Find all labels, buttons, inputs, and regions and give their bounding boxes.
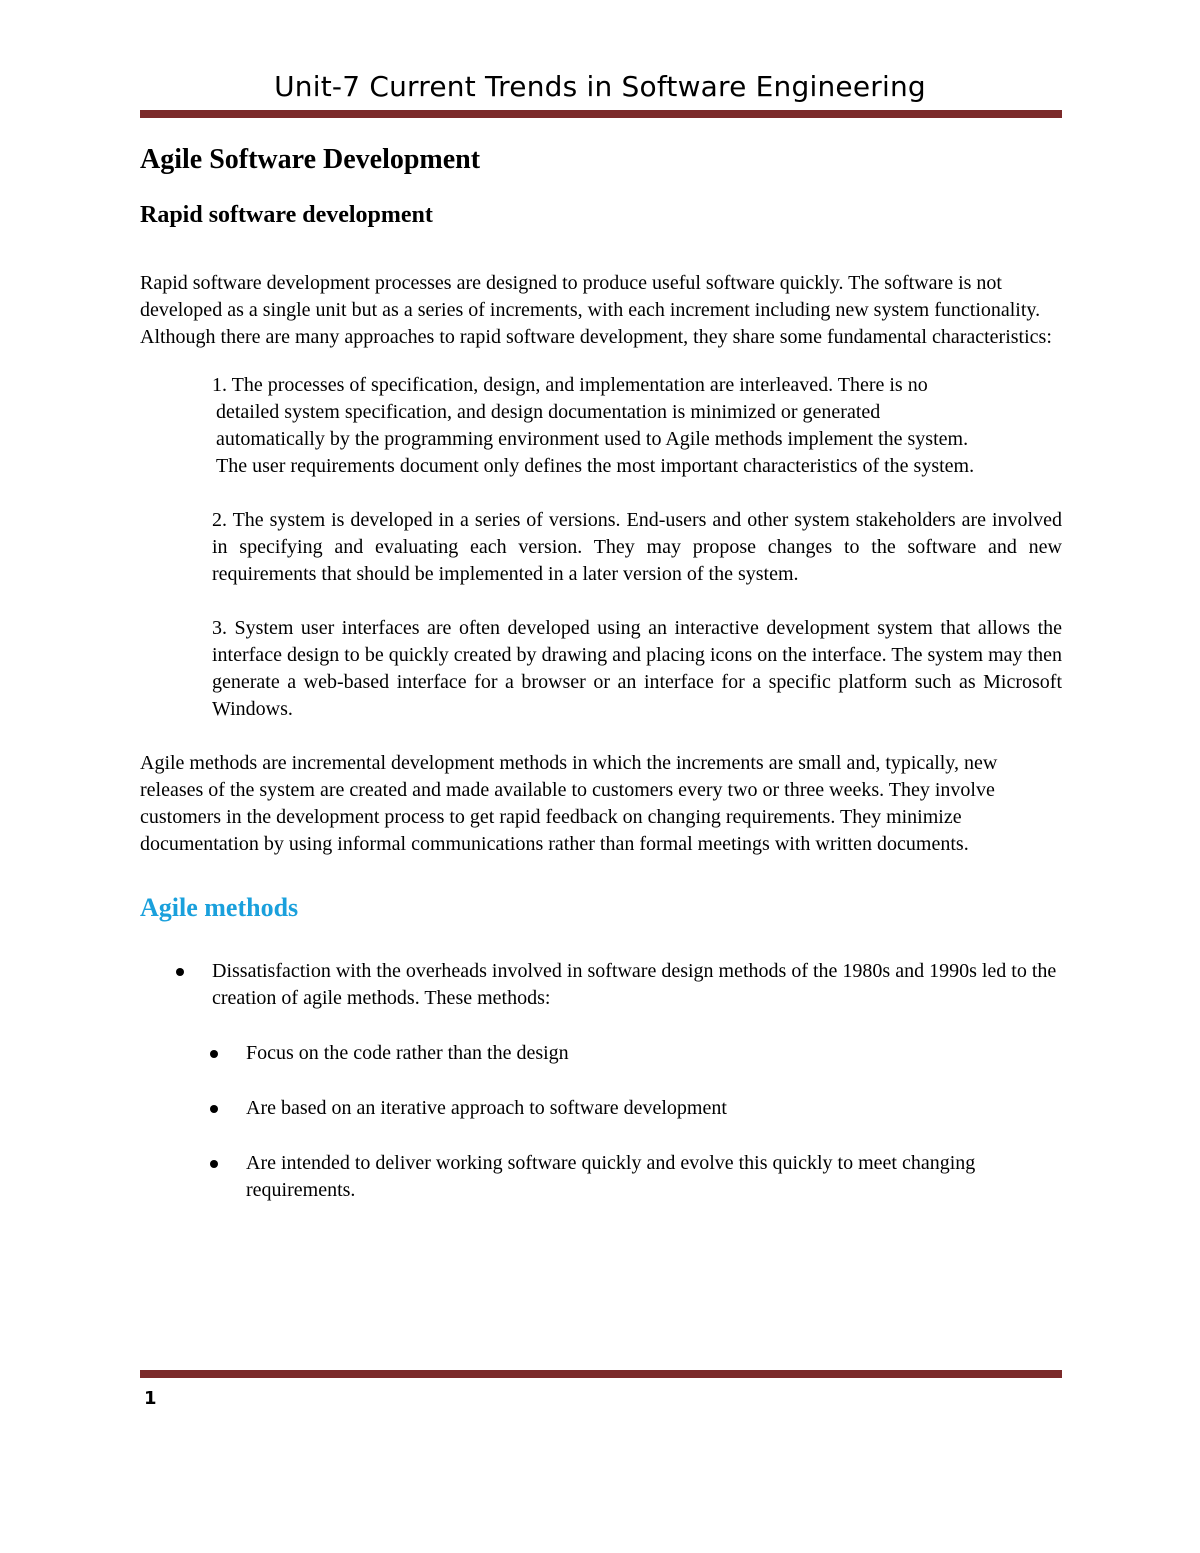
list-item bbox=[140, 1150, 1062, 1204]
header-rule bbox=[140, 110, 1062, 118]
item-1-line-d: The user requirements document only defines the most important characteristics of the system. bbox=[216, 455, 975, 477]
bullet-list bbox=[140, 958, 1062, 1204]
document-body bbox=[140, 140, 1062, 1204]
section-heading-agile-methods: Agile methods bbox=[140, 893, 299, 922]
item-1-line-a: 1. The processes of specification, design, and implementation are interleaved. There is no bbox=[212, 374, 928, 396]
bullet-icon bbox=[210, 1105, 218, 1113]
document-subtitle: Rapid software development bbox=[140, 202, 433, 228]
list-item bbox=[140, 1095, 1062, 1122]
characteristic-item-2: 2. The system is developed in a series of versions. End-users and other system stakeholders are involved in specifying and evaluating each version. They may propose changes to the software and new requirements that should be implemented in a later version of the system. bbox=[212, 509, 1062, 585]
bullet-icon bbox=[210, 1160, 218, 1168]
bullet-text: Dissatisfaction with the overheads involved in software design methods of the 1980s and 1990s led to the creation of agile methods. These methods: bbox=[212, 960, 1057, 1009]
characteristic-item-1 bbox=[212, 372, 1062, 480]
bullet-icon bbox=[176, 968, 184, 976]
bullet-text: Are intended to deliver working software quickly and evolve this quickly to meet changing requirements. bbox=[246, 1152, 976, 1201]
document-title: Agile Software Development bbox=[140, 144, 481, 175]
page-header-title: Unit-7 Current Trends in Software Engineering bbox=[274, 70, 926, 103]
list-item bbox=[140, 958, 1062, 1012]
bullet-icon bbox=[210, 1050, 218, 1058]
bullet-text: Are based on an iterative approach to software development bbox=[246, 1097, 727, 1119]
list-item bbox=[140, 1040, 1062, 1067]
footer-rule bbox=[140, 1370, 1062, 1378]
bullet-text: Focus on the code rather than the design bbox=[246, 1042, 569, 1064]
item-1-line-c: automatically by the programming environment used to Agile methods implement the system. bbox=[216, 428, 969, 450]
closing-paragraph: Agile methods are incremental development methods in which the increments are small and, typically, new releases of the system are created and made available to customers every two or three weeks. They involve customers in the development process to get rapid feedback on changing requirements. They minimize documentation by using informal communications rather than formal meetings with written documents. bbox=[140, 752, 998, 855]
characteristic-item-3: 3. System user interfaces are often developed using an interactive development system that allows the interface design to be quickly created by drawing and placing icons on the interface. The system may then generate a web-based interface for a browser or an interface for a specific platform such as Microsoft Windows. bbox=[212, 617, 1062, 720]
item-1-line-b: detailed system specification, and design documentation is minimized or generated bbox=[216, 401, 881, 423]
intro-paragraph: Rapid software development processes are designed to produce useful software quickly. The software is not developed as a single unit but as a series of increments, with each increment including new system functionality. Although there are many approaches to rapid software development, they share some fundamental characteristics: bbox=[140, 272, 1052, 348]
page-number: 1 bbox=[144, 1388, 157, 1409]
